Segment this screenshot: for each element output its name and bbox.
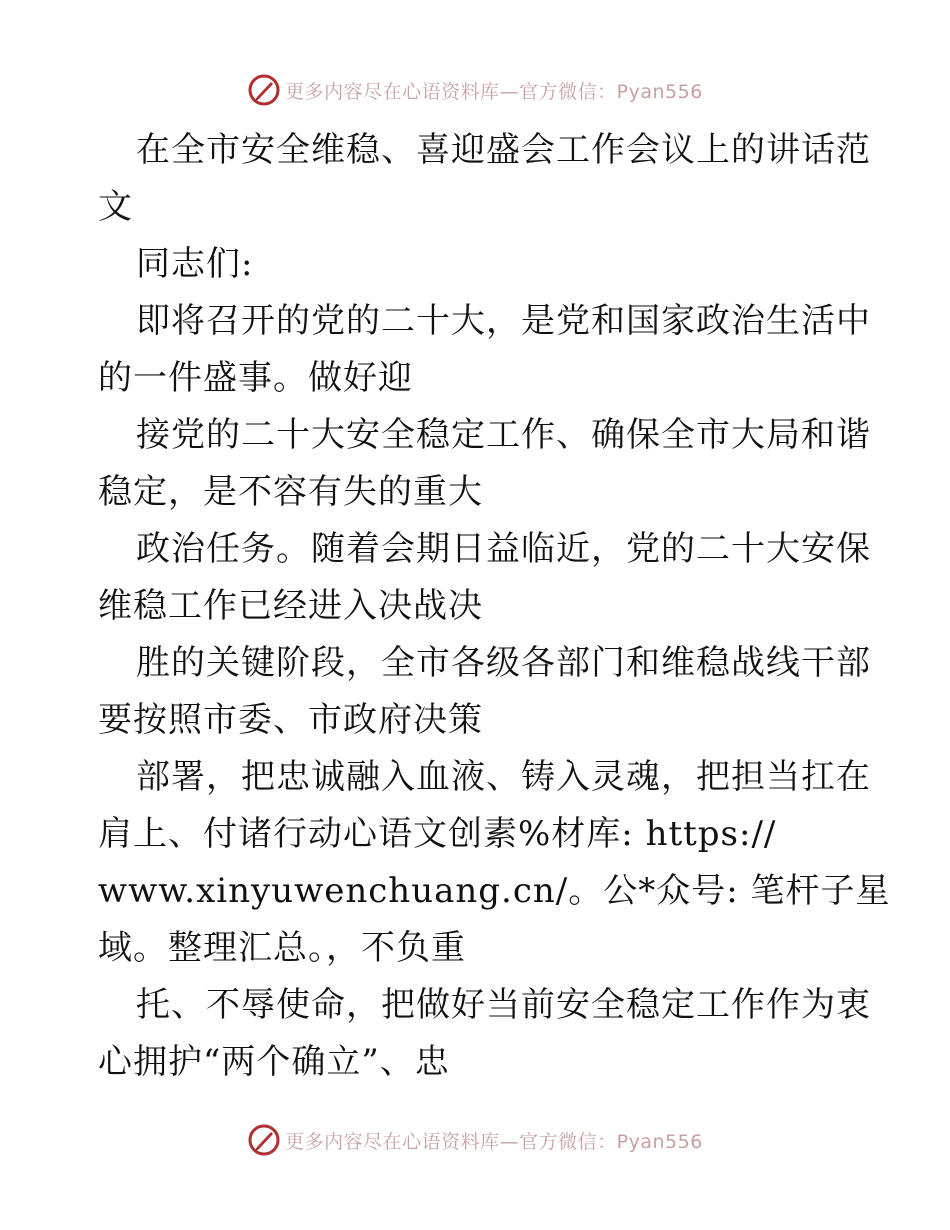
paragraph-line: 肩上、付诸行动心语文创素%材库: https://	[98, 814, 777, 854]
salutation: 同志们:	[136, 244, 254, 284]
paragraph-line: 稳定，是不容有失的重大	[98, 472, 483, 512]
paragraph-line: 心拥护“两个确立”、忠	[98, 1042, 450, 1082]
footer-banner	[0, 1120, 950, 1160]
quill-logo-icon	[247, 1123, 281, 1157]
paragraph-line: 的一件盛事。做好迎	[98, 358, 413, 398]
quill-logo-icon	[247, 73, 281, 107]
paragraph-line: 胜的关键阶段，全市各级各部门和维稳战线干部	[136, 643, 871, 683]
paragraph-line: 域。整理汇总。，不负重	[98, 928, 466, 968]
speech-body	[98, 122, 891, 1091]
paragraph-line: 托、不辱使命，把做好当前安全稳定工作作为衷	[136, 985, 871, 1025]
doc-title-line-cont: 文	[98, 187, 133, 227]
paragraph-line: 即将召开的党的二十大，是党和国家政治生活中	[136, 301, 871, 341]
paragraph-line: 要按照市委、市政府决策	[98, 700, 483, 740]
paragraph-line: 政治任务。随着会期日益临近，党的二十大安保	[136, 529, 871, 569]
paragraph-line: 接党的二十大安全稳定工作、确保全市大局和谐	[136, 415, 871, 455]
doc-title-line: 在全市安全维稳、喜迎盛会工作会议上的讲话范	[136, 130, 871, 170]
footer-banner-text: 更多内容尽在心语资料库—官方微信：Pyan556	[285, 1130, 703, 1153]
header-banner-text: 更多内容尽在心语资料库—官方微信：Pyan556	[285, 80, 703, 103]
paragraph-line: 维稳工作已经进入决战决	[98, 586, 483, 626]
paragraph-line: 部署，把忠诚融入血液、铸入灵魂，把担当扛在	[136, 757, 871, 797]
header-banner	[0, 70, 950, 110]
paragraph-line: www.xinyuwenchuang.cn/。公*众号: 笔杆子星	[98, 871, 891, 911]
